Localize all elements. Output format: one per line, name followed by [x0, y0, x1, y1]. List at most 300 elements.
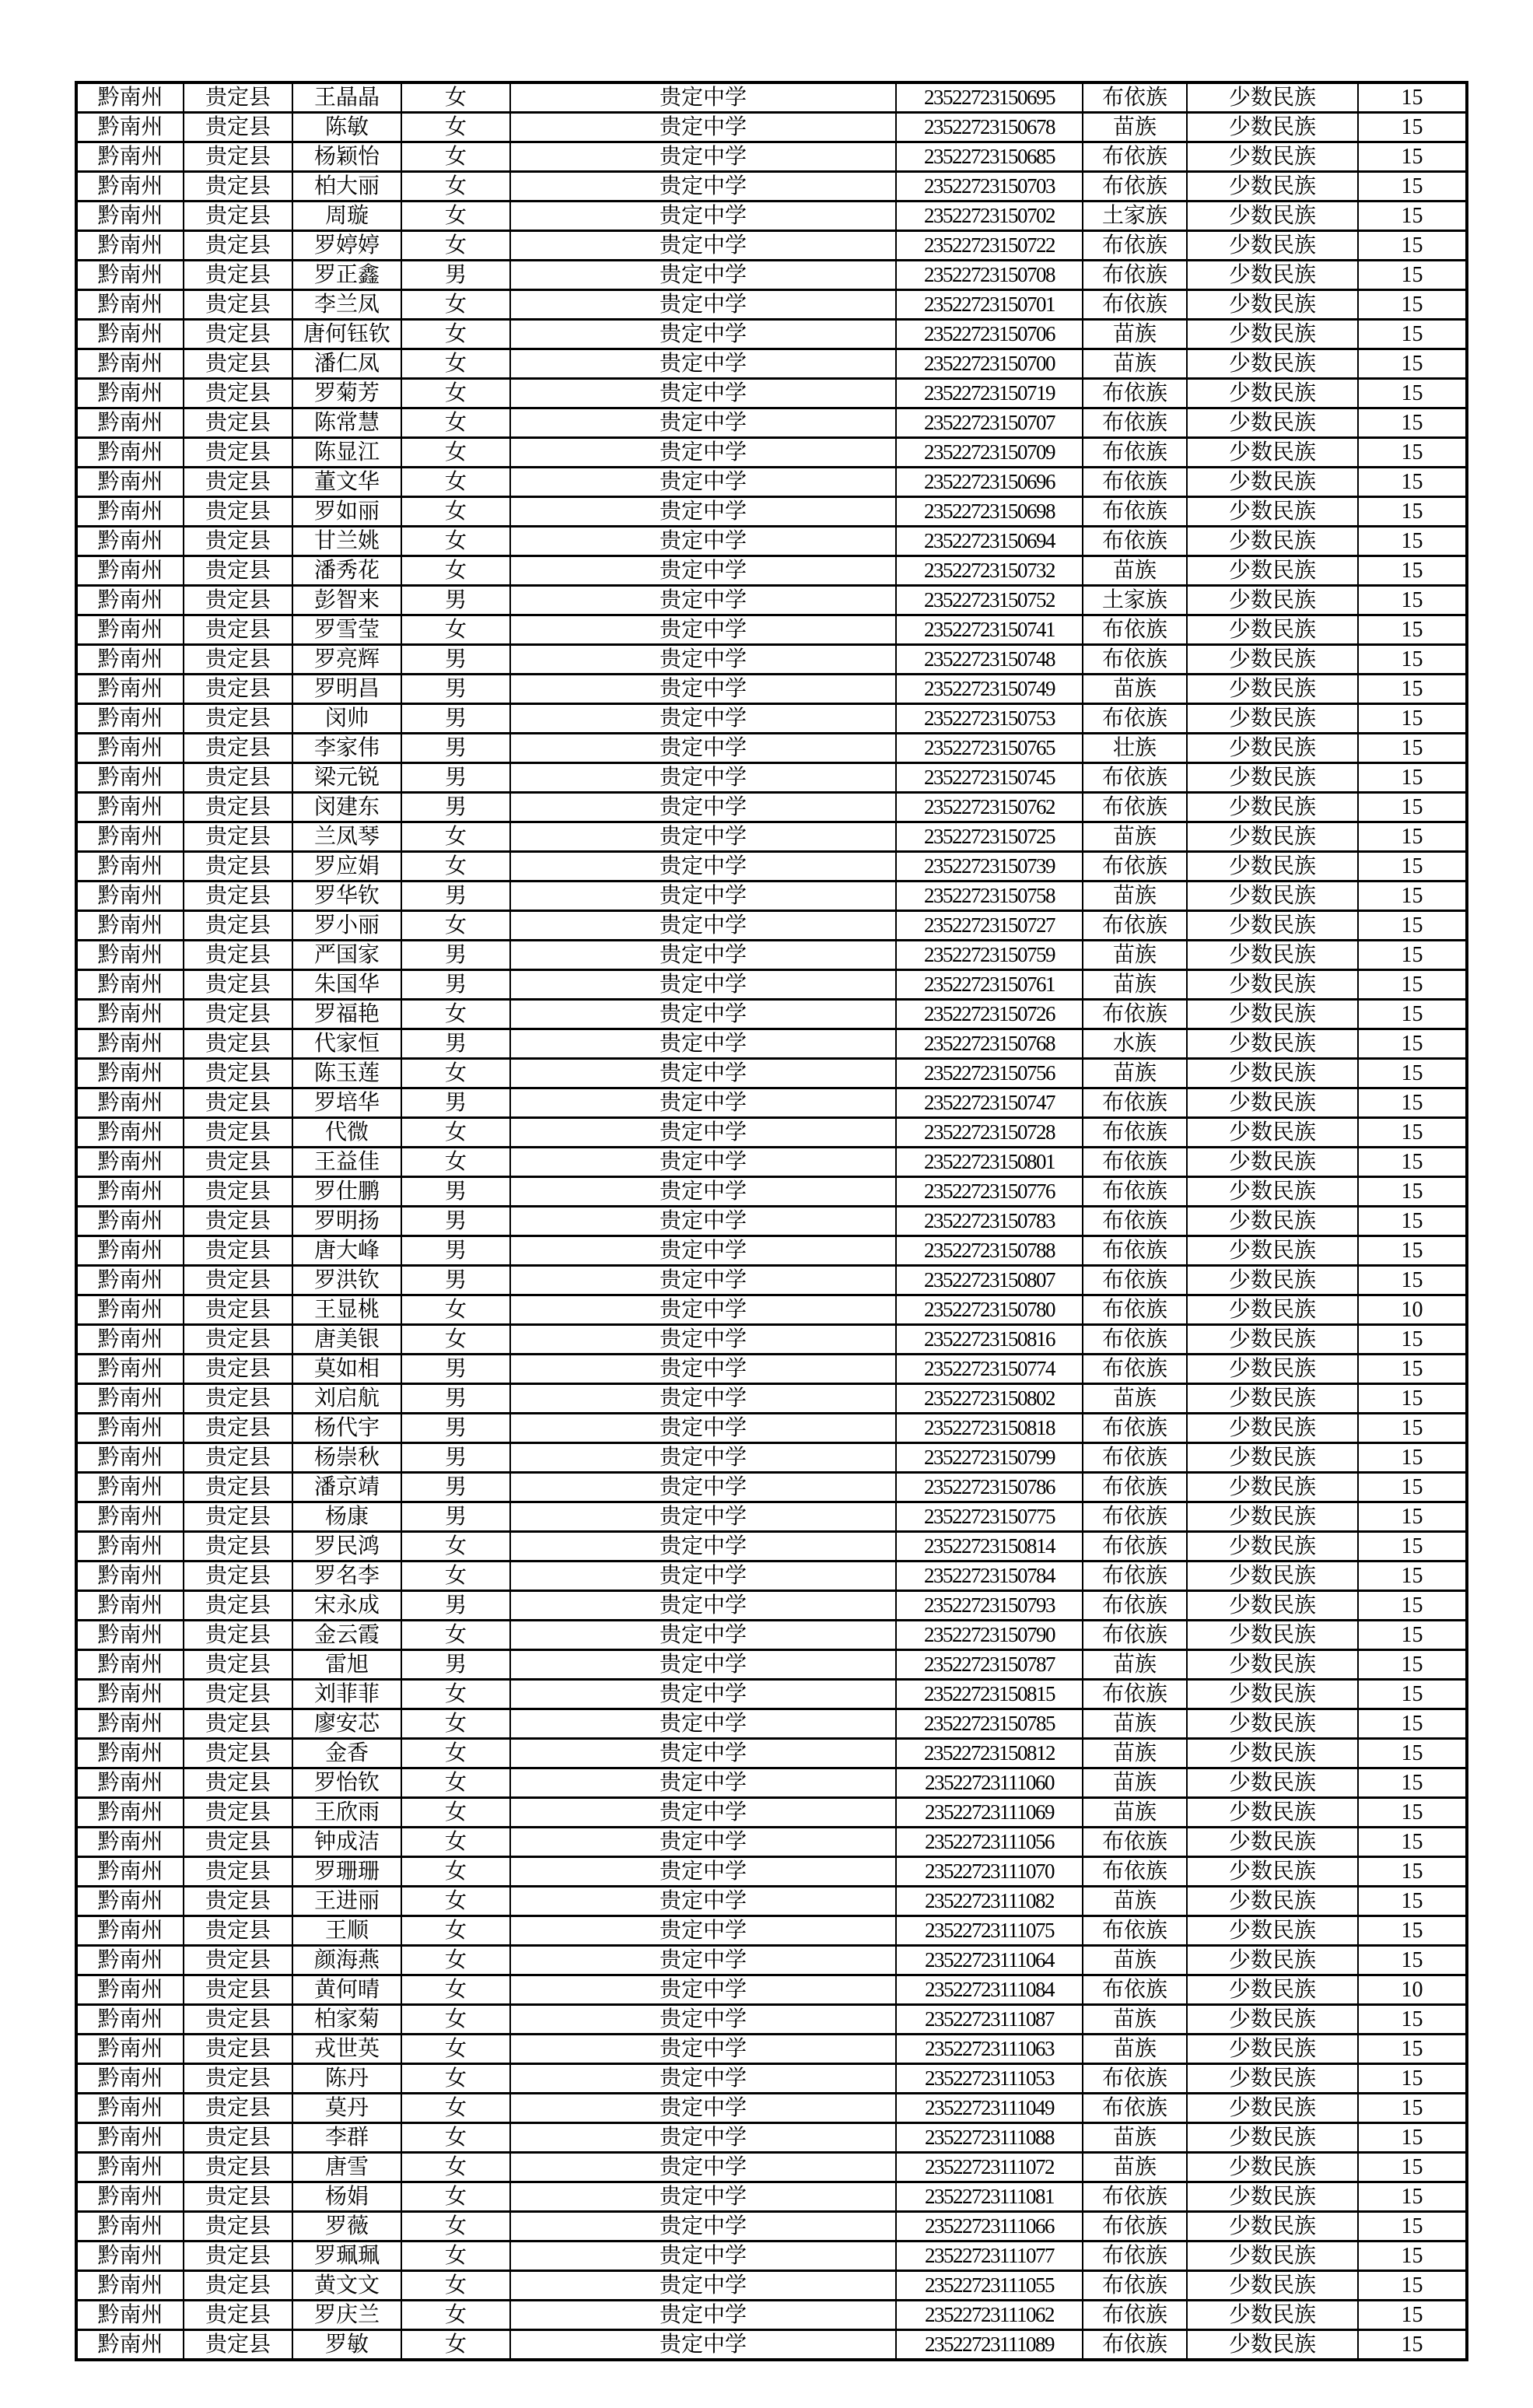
cell-name: 王晶晶 — [292, 82, 401, 113]
cell-category: 少数民族 — [1187, 82, 1358, 113]
cell-name: 罗敏 — [292, 2330, 401, 2361]
cell-school: 贵定中学 — [510, 261, 896, 290]
cell-ethnicity: 布依族 — [1083, 1916, 1187, 1946]
cell-name: 柏大丽 — [292, 172, 401, 202]
cell-county: 贵定县 — [184, 2212, 292, 2242]
cell-school: 贵定中学 — [510, 379, 896, 408]
cell-ethnicity: 布依族 — [1083, 911, 1187, 941]
cell-category: 少数民族 — [1187, 1029, 1358, 1059]
cell-name: 罗仕鹏 — [292, 1177, 401, 1207]
cell-score: 15 — [1358, 261, 1467, 290]
cell-exam-id: 23522723150801 — [896, 1148, 1083, 1177]
cell-category: 少数民族 — [1187, 408, 1358, 438]
cell-gender: 男 — [401, 1088, 510, 1118]
cell-name: 颜海燕 — [292, 1946, 401, 1975]
cell-category: 少数民族 — [1187, 2182, 1358, 2212]
cell-name: 董文华 — [292, 468, 401, 497]
cell-county: 贵定县 — [184, 1207, 292, 1236]
cell-gender: 女 — [401, 911, 510, 941]
cell-gender: 女 — [401, 2064, 510, 2094]
cell-county: 贵定县 — [184, 1887, 292, 1916]
cell-gender: 女 — [401, 852, 510, 882]
cell-ethnicity: 布依族 — [1083, 408, 1187, 438]
cell-gender: 女 — [401, 2035, 510, 2064]
cell-category: 少数民族 — [1187, 231, 1358, 261]
cell-name: 王进丽 — [292, 1887, 401, 1916]
cell-score: 15 — [1358, 527, 1467, 556]
cell-score: 15 — [1358, 1118, 1467, 1148]
cell-county: 贵定县 — [184, 1650, 292, 1680]
cell-ethnicity: 布依族 — [1083, 1325, 1187, 1355]
cell-name: 杨康 — [292, 1502, 401, 1532]
cell-county: 贵定县 — [184, 2064, 292, 2094]
cell-prefecture: 黔南州 — [76, 527, 184, 556]
cell-prefecture: 黔南州 — [76, 2330, 184, 2361]
cell-prefecture: 黔南州 — [76, 1739, 184, 1768]
cell-name: 杨颖怡 — [292, 142, 401, 172]
cell-name: 唐大峰 — [292, 1236, 401, 1266]
cell-school: 贵定中学 — [510, 586, 896, 615]
table-row — [76, 1207, 1467, 1236]
cell-school: 贵定中学 — [510, 615, 896, 645]
cell-category: 少数民族 — [1187, 379, 1358, 408]
cell-prefecture: 黔南州 — [76, 1266, 184, 1295]
cell-county: 贵定县 — [184, 82, 292, 113]
cell-category: 少数民族 — [1187, 2123, 1358, 2153]
cell-name: 杨代宇 — [292, 1414, 401, 1443]
cell-gender: 女 — [401, 527, 510, 556]
cell-category: 少数民族 — [1187, 527, 1358, 556]
cell-ethnicity: 苗族 — [1083, 970, 1187, 1000]
cell-score: 15 — [1358, 82, 1467, 113]
cell-name: 陈显江 — [292, 438, 401, 468]
cell-school: 贵定中学 — [510, 2064, 896, 2094]
cell-county: 贵定县 — [184, 615, 292, 645]
cell-category: 少数民族 — [1187, 2035, 1358, 2064]
cell-name: 潘仁凤 — [292, 349, 401, 379]
cell-name: 金云霞 — [292, 1621, 401, 1650]
table-row — [76, 1266, 1467, 1295]
cell-ethnicity: 苗族 — [1083, 320, 1187, 349]
cell-score: 15 — [1358, 468, 1467, 497]
cell-score: 15 — [1358, 1355, 1467, 1384]
cell-name: 代微 — [292, 1118, 401, 1148]
cell-category: 少数民族 — [1187, 2301, 1358, 2330]
cell-county: 贵定县 — [184, 231, 292, 261]
table-row — [76, 675, 1467, 704]
cell-category: 少数民族 — [1187, 1650, 1358, 1680]
cell-gender: 男 — [401, 1591, 510, 1621]
cell-ethnicity: 苗族 — [1083, 1650, 1187, 1680]
table-row — [76, 2182, 1467, 2212]
cell-county: 贵定县 — [184, 763, 292, 793]
cell-category: 少数民族 — [1187, 793, 1358, 822]
cell-prefecture: 黔南州 — [76, 2242, 184, 2271]
cell-score: 15 — [1358, 941, 1467, 970]
cell-score: 15 — [1358, 1000, 1467, 1029]
cell-school: 贵定中学 — [510, 1148, 896, 1177]
cell-score: 15 — [1358, 1680, 1467, 1709]
cell-gender: 女 — [401, 1325, 510, 1355]
cell-name: 罗培华 — [292, 1088, 401, 1118]
cell-category: 少数民族 — [1187, 763, 1358, 793]
table-row — [76, 1177, 1467, 1207]
cell-gender: 男 — [401, 1266, 510, 1295]
cell-prefecture: 黔南州 — [76, 1414, 184, 1443]
cell-county: 贵定县 — [184, 497, 292, 527]
cell-score: 15 — [1358, 1887, 1467, 1916]
cell-score: 15 — [1358, 763, 1467, 793]
table-row — [76, 2094, 1467, 2123]
table-row — [76, 1059, 1467, 1088]
cell-ethnicity: 布依族 — [1083, 852, 1187, 882]
cell-prefecture: 黔南州 — [76, 2271, 184, 2301]
cell-score: 15 — [1358, 1236, 1467, 1266]
cell-county: 贵定县 — [184, 556, 292, 586]
cell-school: 贵定中学 — [510, 1680, 896, 1709]
cell-score: 15 — [1358, 320, 1467, 349]
cell-school: 贵定中学 — [510, 172, 896, 202]
cell-ethnicity: 布依族 — [1083, 1266, 1187, 1295]
cell-gender: 男 — [401, 941, 510, 970]
cell-school: 贵定中学 — [510, 1650, 896, 1680]
cell-score: 15 — [1358, 2035, 1467, 2064]
cell-ethnicity: 布依族 — [1083, 615, 1187, 645]
cell-school: 贵定中学 — [510, 1325, 896, 1355]
cell-prefecture: 黔南州 — [76, 1591, 184, 1621]
cell-ethnicity: 苗族 — [1083, 822, 1187, 852]
cell-prefecture: 黔南州 — [76, 882, 184, 911]
cell-ethnicity: 布依族 — [1083, 1857, 1187, 1887]
cell-prefecture: 黔南州 — [76, 408, 184, 438]
cell-prefecture: 黔南州 — [76, 615, 184, 645]
cell-school: 贵定中学 — [510, 527, 896, 556]
cell-gender: 女 — [401, 2123, 510, 2153]
cell-exam-id: 23522723150747 — [896, 1088, 1083, 1118]
cell-category: 少数民族 — [1187, 1473, 1358, 1502]
cell-prefecture: 黔南州 — [76, 763, 184, 793]
table-row — [76, 1591, 1467, 1621]
cell-county: 贵定县 — [184, 1325, 292, 1355]
cell-gender: 女 — [401, 1621, 510, 1650]
cell-category: 少数民族 — [1187, 1709, 1358, 1739]
cell-name: 朱国华 — [292, 970, 401, 1000]
table-row — [76, 438, 1467, 468]
cell-school: 贵定中学 — [510, 1059, 896, 1088]
cell-county: 贵定县 — [184, 1473, 292, 1502]
cell-gender: 男 — [401, 1236, 510, 1266]
cell-ethnicity: 布依族 — [1083, 468, 1187, 497]
cell-category: 少数民族 — [1187, 202, 1358, 231]
cell-score: 15 — [1358, 172, 1467, 202]
cell-ethnicity: 苗族 — [1083, 1798, 1187, 1828]
cell-exam-id: 23522723150732 — [896, 556, 1083, 586]
cell-school: 贵定中学 — [510, 2094, 896, 2123]
cell-name: 罗洪钦 — [292, 1266, 401, 1295]
table-row — [76, 408, 1467, 438]
cell-ethnicity: 布依族 — [1083, 1000, 1187, 1029]
cell-exam-id: 23522723111088 — [896, 2123, 1083, 2153]
cell-category: 少数民族 — [1187, 2064, 1358, 2094]
cell-exam-id: 23522723111056 — [896, 1828, 1083, 1857]
cell-county: 贵定县 — [184, 2242, 292, 2271]
cell-ethnicity: 布依族 — [1083, 1355, 1187, 1384]
cell-gender: 男 — [401, 882, 510, 911]
cell-ethnicity: 布依族 — [1083, 1532, 1187, 1562]
cell-school: 贵定中学 — [510, 1739, 896, 1768]
cell-exam-id: 23522723150756 — [896, 1059, 1083, 1088]
cell-prefecture: 黔南州 — [76, 1621, 184, 1650]
table-row — [76, 734, 1467, 763]
cell-county: 贵定县 — [184, 2123, 292, 2153]
cell-school: 贵定中学 — [510, 2182, 896, 2212]
table-row — [76, 704, 1467, 734]
cell-county: 贵定县 — [184, 1414, 292, 1443]
cell-category: 少数民族 — [1187, 1946, 1358, 1975]
cell-gender: 女 — [401, 1975, 510, 2005]
cell-gender: 女 — [401, 2005, 510, 2035]
cell-prefecture: 黔南州 — [76, 1975, 184, 2005]
cell-name: 周璇 — [292, 202, 401, 231]
cell-category: 少数民族 — [1187, 2153, 1358, 2182]
cell-exam-id: 23522723111070 — [896, 1857, 1083, 1887]
cell-exam-id: 23522723150700 — [896, 349, 1083, 379]
cell-exam-id: 23522723150727 — [896, 911, 1083, 941]
cell-county: 贵定县 — [184, 1029, 292, 1059]
cell-category: 少数民族 — [1187, 2330, 1358, 2361]
cell-ethnicity: 布依族 — [1083, 1177, 1187, 1207]
cell-ethnicity: 苗族 — [1083, 2005, 1187, 2035]
cell-school: 贵定中学 — [510, 1266, 896, 1295]
cell-name: 罗菊芳 — [292, 379, 401, 408]
cell-category: 少数民族 — [1187, 1621, 1358, 1650]
cell-gender: 女 — [401, 1680, 510, 1709]
cell-ethnicity: 布依族 — [1083, 2212, 1187, 2242]
cell-ethnicity: 苗族 — [1083, 1709, 1187, 1739]
cell-category: 少数民族 — [1187, 261, 1358, 290]
cell-prefecture: 黔南州 — [76, 379, 184, 408]
cell-school: 贵定中学 — [510, 1000, 896, 1029]
cell-exam-id: 23522723150774 — [896, 1355, 1083, 1384]
cell-exam-id: 23522723150678 — [896, 113, 1083, 142]
cell-score: 15 — [1358, 1768, 1467, 1798]
cell-county: 贵定县 — [184, 911, 292, 941]
cell-gender: 女 — [401, 379, 510, 408]
cell-county: 贵定县 — [184, 2182, 292, 2212]
cell-gender: 女 — [401, 2301, 510, 2330]
cell-score: 15 — [1358, 1621, 1467, 1650]
cell-name: 唐美银 — [292, 1325, 401, 1355]
cell-score: 15 — [1358, 1502, 1467, 1532]
cell-score: 15 — [1358, 1148, 1467, 1177]
table-row — [76, 1946, 1467, 1975]
cell-category: 少数民族 — [1187, 1266, 1358, 1295]
cell-school: 贵定中学 — [510, 1768, 896, 1798]
cell-category: 少数民族 — [1187, 615, 1358, 645]
cell-prefecture: 黔南州 — [76, 349, 184, 379]
cell-prefecture: 黔南州 — [76, 1946, 184, 1975]
cell-school: 贵定中学 — [510, 2330, 896, 2361]
table-row — [76, 2123, 1467, 2153]
table-row — [76, 1562, 1467, 1591]
cell-category: 少数民族 — [1187, 1887, 1358, 1916]
cell-gender: 女 — [401, 2094, 510, 2123]
cell-county: 贵定县 — [184, 1148, 292, 1177]
cell-school: 贵定中学 — [510, 556, 896, 586]
table-row — [76, 882, 1467, 911]
cell-exam-id: 23522723111066 — [896, 2212, 1083, 2242]
cell-category: 少数民族 — [1187, 1532, 1358, 1562]
table-row — [76, 113, 1467, 142]
cell-gender: 女 — [401, 290, 510, 320]
cell-category: 少数民族 — [1187, 1768, 1358, 1798]
cell-exam-id: 23522723111081 — [896, 2182, 1083, 2212]
cell-county: 贵定县 — [184, 2094, 292, 2123]
cell-gender: 女 — [401, 1798, 510, 1828]
cell-exam-id: 23522723111069 — [896, 1798, 1083, 1828]
cell-gender: 男 — [401, 675, 510, 704]
cell-exam-id: 23522723150818 — [896, 1414, 1083, 1443]
cell-gender: 女 — [401, 2330, 510, 2361]
cell-school: 贵定中学 — [510, 1828, 896, 1857]
table-row — [76, 1088, 1467, 1118]
cell-category: 少数民族 — [1187, 1355, 1358, 1384]
cell-gender: 女 — [401, 1532, 510, 1562]
cell-prefecture: 黔南州 — [76, 2153, 184, 2182]
cell-category: 少数民族 — [1187, 497, 1358, 527]
cell-prefecture: 黔南州 — [76, 2064, 184, 2094]
cell-school: 贵定中学 — [510, 1473, 896, 1502]
cell-prefecture: 黔南州 — [76, 1207, 184, 1236]
cell-county: 贵定县 — [184, 290, 292, 320]
cell-school: 贵定中学 — [510, 2271, 896, 2301]
cell-name: 罗婷婷 — [292, 231, 401, 261]
cell-ethnicity: 布依族 — [1083, 763, 1187, 793]
cell-exam-id: 23522723111053 — [896, 2064, 1083, 2094]
cell-school: 贵定中学 — [510, 1443, 896, 1473]
cell-school: 贵定中学 — [510, 852, 896, 882]
cell-prefecture: 黔南州 — [76, 1000, 184, 1029]
cell-exam-id: 23522723111084 — [896, 1975, 1083, 2005]
cell-school: 贵定中学 — [510, 675, 896, 704]
cell-county: 贵定县 — [184, 2153, 292, 2182]
cell-gender: 女 — [401, 1916, 510, 1946]
cell-ethnicity: 布依族 — [1083, 231, 1187, 261]
cell-category: 少数民族 — [1187, 1680, 1358, 1709]
cell-prefecture: 黔南州 — [76, 1502, 184, 1532]
cell-score: 15 — [1358, 793, 1467, 822]
table-row — [76, 1828, 1467, 1857]
cell-score: 15 — [1358, 1709, 1467, 1739]
cell-gender: 男 — [401, 1473, 510, 1502]
cell-category: 少数民族 — [1187, 586, 1358, 615]
cell-ethnicity: 布依族 — [1083, 1473, 1187, 1502]
table-row — [76, 1414, 1467, 1443]
cell-category: 少数民族 — [1187, 468, 1358, 497]
cell-score: 15 — [1358, 2271, 1467, 2301]
cell-prefecture: 黔南州 — [76, 911, 184, 941]
cell-score: 15 — [1358, 675, 1467, 704]
table-row — [76, 1443, 1467, 1473]
cell-name: 廖安芯 — [292, 1709, 401, 1739]
cell-ethnicity: 布依族 — [1083, 1621, 1187, 1650]
cell-gender: 女 — [401, 1148, 510, 1177]
cell-exam-id: 23522723150776 — [896, 1177, 1083, 1207]
cell-ethnicity: 布依族 — [1083, 1828, 1187, 1857]
table-body — [76, 82, 1467, 2360]
cell-school: 贵定中学 — [510, 349, 896, 379]
cell-ethnicity: 布依族 — [1083, 2271, 1187, 2301]
cell-exam-id: 23522723150788 — [896, 1236, 1083, 1266]
table-row — [76, 1502, 1467, 1532]
cell-ethnicity: 土家族 — [1083, 586, 1187, 615]
cell-prefecture: 黔南州 — [76, 556, 184, 586]
cell-ethnicity: 布依族 — [1083, 2182, 1187, 2212]
table-row — [76, 2153, 1467, 2182]
cell-school: 贵定中学 — [510, 2153, 896, 2182]
cell-prefecture: 黔南州 — [76, 645, 184, 675]
cell-prefecture: 黔南州 — [76, 1295, 184, 1325]
cell-ethnicity: 苗族 — [1083, 1946, 1187, 1975]
cell-gender: 男 — [401, 763, 510, 793]
cell-category: 少数民族 — [1187, 1916, 1358, 1946]
cell-name: 王顺 — [292, 1916, 401, 1946]
cell-gender: 男 — [401, 1443, 510, 1473]
cell-category: 少数民族 — [1187, 1118, 1358, 1148]
cell-prefecture: 黔南州 — [76, 113, 184, 142]
cell-gender: 男 — [401, 704, 510, 734]
cell-county: 贵定县 — [184, 1118, 292, 1148]
cell-name: 潘京靖 — [292, 1473, 401, 1502]
cell-name: 戎世英 — [292, 2035, 401, 2064]
cell-school: 贵定中学 — [510, 1118, 896, 1148]
cell-county: 贵定县 — [184, 1975, 292, 2005]
cell-score: 15 — [1358, 2212, 1467, 2242]
table-row — [76, 1148, 1467, 1177]
cell-category: 少数民族 — [1187, 822, 1358, 852]
cell-gender: 男 — [401, 586, 510, 615]
table-row — [76, 1768, 1467, 1798]
cell-ethnicity: 布依族 — [1083, 172, 1187, 202]
cell-name: 彭智来 — [292, 586, 401, 615]
cell-exam-id: 23522723150768 — [896, 1029, 1083, 1059]
cell-score: 15 — [1358, 2123, 1467, 2153]
cell-exam-id: 23522723111077 — [896, 2242, 1083, 2271]
cell-score: 15 — [1358, 1177, 1467, 1207]
cell-school: 贵定中学 — [510, 202, 896, 231]
cell-gender: 女 — [401, 1828, 510, 1857]
cell-category: 少数民族 — [1187, 556, 1358, 586]
cell-county: 贵定县 — [184, 1177, 292, 1207]
cell-name: 黄文文 — [292, 2271, 401, 2301]
cell-prefecture: 黔南州 — [76, 1118, 184, 1148]
cell-school: 贵定中学 — [510, 2301, 896, 2330]
cell-prefecture: 黔南州 — [76, 1177, 184, 1207]
table-row — [76, 822, 1467, 852]
cell-score: 15 — [1358, 2242, 1467, 2271]
cell-gender: 女 — [401, 408, 510, 438]
cell-county: 贵定县 — [184, 1562, 292, 1591]
cell-category: 少数民族 — [1187, 1325, 1358, 1355]
table-row — [76, 1118, 1467, 1148]
cell-ethnicity: 布依族 — [1083, 2301, 1187, 2330]
cell-school: 贵定中学 — [510, 1414, 896, 1443]
cell-county: 贵定县 — [184, 1000, 292, 1029]
cell-school: 贵定中学 — [510, 1236, 896, 1266]
cell-score: 15 — [1358, 586, 1467, 615]
cell-gender: 男 — [401, 1177, 510, 1207]
cell-exam-id: 23522723111082 — [896, 1887, 1083, 1916]
